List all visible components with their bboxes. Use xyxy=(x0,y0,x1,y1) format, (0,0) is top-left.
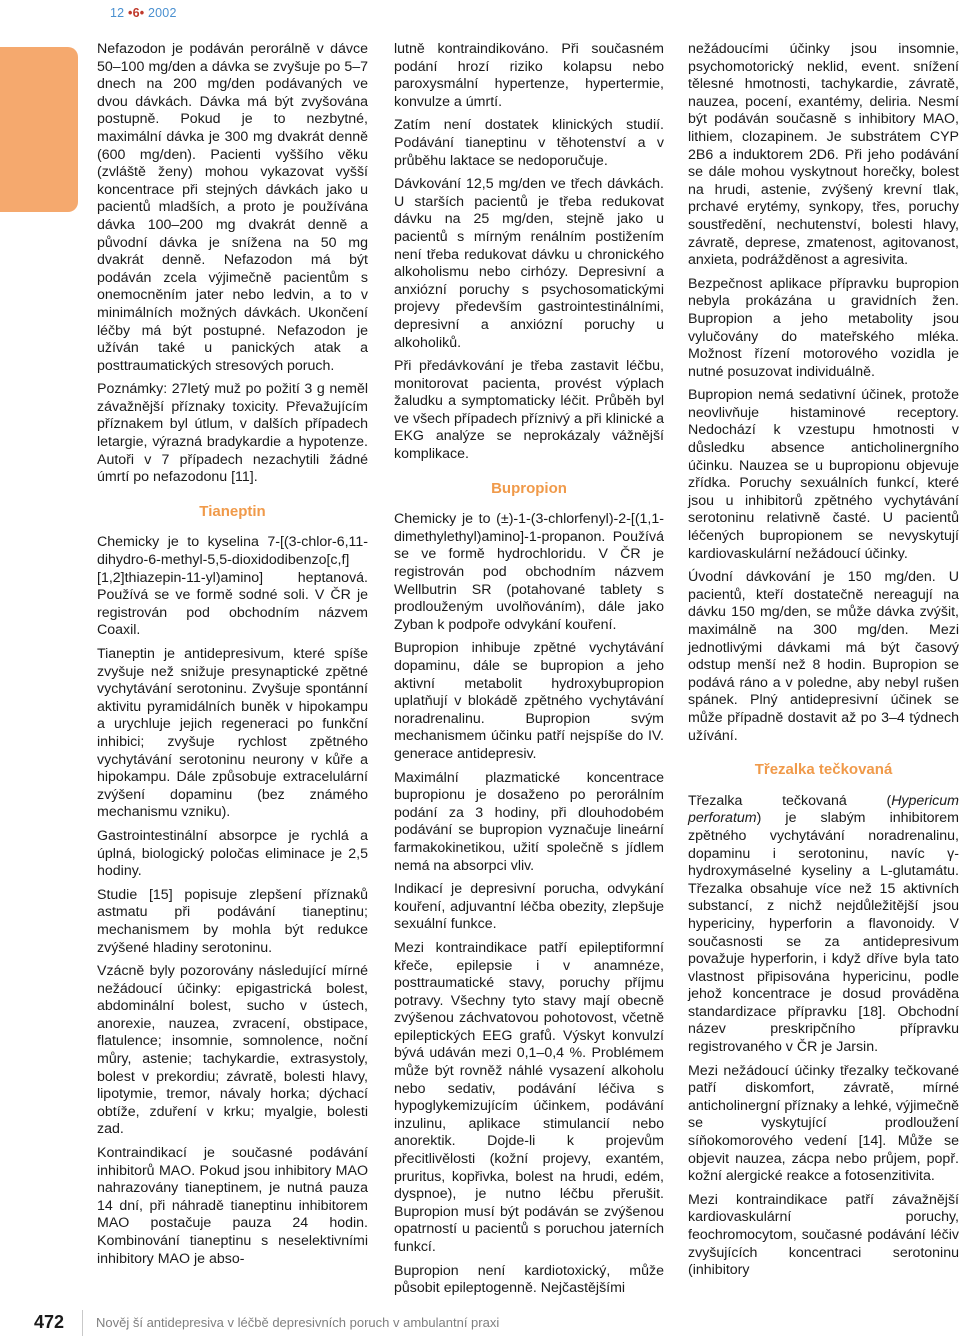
issue-dot-icon: • xyxy=(128,6,133,20)
paragraph xyxy=(688,793,959,1057)
paragraph: Vzácně byly pozorovány následující mírné nežádoucí účinky: epigastrická bolest, abdominální bolest, sucho v ústech, anorexie, nauzea, zvracení, obstipace, flatulence; insomnie, somnolence, noční můry, astenie; tachykardie, extrasystoly, bolest v prekordiu; závratě, bolesti hlavy, lipotymie, tremor, návaly horka; dýchací obtíže, zduření v krku; myalgie, bolesti zad. xyxy=(97,963,368,1138)
paragraph: Tianeptin je antidepresivum, které spíše zvyšuje než snižuje presynaptické zpětné vychytávání serotoninu. Zvyšuje spontánní aktivitu pyramidálních buněk v hipokampu a urychluje jejich regeneraci po funkční inhibici; zvyšuje rychlost zpětného vychytávání serotoninu neurony v kůře a hipokampu. Dále způsobuje extracelulární zvýšení dopaminu (bez známého mechanismu vzniku). xyxy=(97,646,368,821)
text-run: Třezalka tečkovaná ( xyxy=(688,792,892,809)
paragraph: Studie [15] popisuje zlepšení příznaků astmatu při podávání tianeptinu; mechanismem by mohla být redukce zvýšené hladiny serotoninu. xyxy=(97,886,368,956)
paragraph: Zatím není dostatek klinických studií. Podávání tianeptinu v těhotenství a v průběhu laktace se nedoporučuje. xyxy=(394,117,664,169)
page-number: 472 xyxy=(34,1312,65,1332)
paragraph: Poznámky: 27letý muž po požití 3 g neměl závažnější příznaky toxicity. Převažujícím příznakem byl útlum, v dalších případech letargie, výrazná bradykardie a hypotenze. Autoři v 7 případech nezachytili žádné úmrtí po nefazodonu [11]. xyxy=(97,381,368,486)
paragraph: Indikací je depresivní porucha, odvykání kouření, adjuvantní léčba obezity, zlepšuje sexuální funkce. xyxy=(394,881,664,933)
paragraph: Bupropion inhibuje zpětné vychytávání dopaminu, dále se bupropion a jeho aktivní metabolit hydroxybupropion uplatňují v blokádě zpětného vychytávání noradrenalinu. Bupropion svým mechanismem účinku patří nejspíše do IV. generace antidepresiv. xyxy=(394,640,664,762)
column-3 xyxy=(688,41,959,1286)
column-2 xyxy=(394,41,664,1304)
paragraph: lutně kontraindikováno. Při současném podání hrozí riziko kolapsu nebo paroxysmální hypertenze, hypertermie, konvulze a úmrtí. xyxy=(394,41,664,110)
column-1 xyxy=(97,41,368,1274)
paragraph: Bezpečnost aplikace přípravku bupropion nebyla prokázána u gravidních žen. Bupropion a jeho metabolity jsou vylučovány do mateřského mléka. Možnost řízení motorového vozidla je nutné posuzovat individuálně. xyxy=(688,275,959,380)
paragraph: Úvodní dávkování je 150 mg/den. U pacientů, kteří dostatečně nereagují na dávku 150 mg/den, se může dávka zvýšit, maximálně na 300 mg/den. Mezi jednotlivými dávkami má být časový odstup menší než 8 hodin. Bupropion se podává ráno a v poledne, aby nebyl rušen spánek. Plný antidepresivní účinek se může případně dostavit až po 3–4 týdnech užívání. xyxy=(688,569,959,744)
text-run: ) je slabým inhibitorem zpětného vychytávání noradrenalinu, dopaminu i serotoninu, navíc γ-hydroxymáselné kyseliny a L-glutamátu. Třezalka obsahuje více než 15 aktivních substancí, z nichž nejdůležitější jsou hypericiny, hyperforin a flavonoidy. V současnosti se za antidepresivum považuje hyperforin, i když dříve byla tato vlastnost připisována hypericinu, podle jehož koncentrace je dosud prováděna standardizace přípravku [18]. Obchodní název preskripčního přípravku registrovaného v ČR je Jarsin. xyxy=(688,810,959,1056)
section-heading-bupropion: Bupropion xyxy=(491,479,567,497)
issue-date xyxy=(110,6,177,20)
issue-dot-icon: • xyxy=(139,6,145,20)
issue-year: 2002 xyxy=(148,6,177,20)
section-heading-trezalka: Třezalka tečkovaná xyxy=(754,761,893,779)
page-footer xyxy=(0,1309,960,1340)
section-heading-tianeptin: Tianeptin xyxy=(199,502,266,520)
paragraph: Mezi nežádoucí účinky třezalky tečkované patří diskomfort, závratě, mírné anticholinergní příznaky a lehké, výjimečně se vyskytující prodloužení síňokomorového vedení [14]. Může se objevit nauzea, zácpa nebo průjem, popř. kožní alergické reakce a fotosenzitivita. xyxy=(688,1062,959,1185)
paragraph: Gastrointestinální absorpce je rychlá a úplná, biologický poločas eliminace je 2,5 hodiny. xyxy=(97,827,368,880)
paragraph: Bupropion není kardiotoxický, může působit epileptogenně. Nejčastějšími xyxy=(394,1262,664,1297)
paragraph: Mezi kontraindikace patří epileptiformní křeče, epilepsie i v anamnéze, posttraumatické stavy, poruchy příjmu potravy. Všechny tyto stavy mají obecně zvýšenou záchvatovou pohotovost, včetně epileptických EEG grafů. Výskyt konvulzí bývá udáván mezi 0,1–0,4 %. Problémem může být rovněž náhlé vysazení alkoholu nebo sedativ, podávání léčiva s hypoglykemizujícím účinkem, podávání inzulinu, aplikace stimulancií nebo anorektik. Dojde-li k projevům přecitlivělosti (kožní projevy, exantém, pruritus, kopřivka, bolest na hrudi, edém, dyspnoe), je nutno léčbu přerušit. Bupropion musí být podáván se zvýšenou opatrností u pacientů s poruchou jaterních funkcí. xyxy=(394,939,664,1255)
issue-month: 6 xyxy=(132,6,140,20)
paragraph: Chemicky je to (±)-1-(3-chlorfenyl)-2-[(1,1-dimethylethyl)amino]-1-propanon. Používá se ve formě hydrochloridu. V ČR je registrován pod obchodním názvem Wellbutrin SR (potahované tablety s prodlouženým uvolňováním), dále jako Zyban k podpoře odvykání kouření. xyxy=(394,511,664,633)
paragraph: Nefazodon je podáván perorálně v dávce 50–100 mg/den a dávka se zvyšuje po 5–7 dnech na 200 mg/den podávaných ve dvou dávkách. Dávka má být zvyšována postupně. Pokud je to nezbytné, maximální dávka je 300 mg dvakrát denně (600 mg/den). Pacienti vyššího věku (zvláště ženy) mohou vykazovat vyšší koncentrace při stejných dávkách jako u pacientů mladších, a proto je používána dávka 100–200 mg dvakrát denně a původní dávka je snížena na 50 mg dvakrát denně. Nefazodon má být podáván zcela výjimečně pacientům s onemocněním jater nebo ledvin, a to v minimálních možných dávkách. Ukončení léčby má být postupné. Nefazodon je užíván také u panických atak a posttraumatických stresových poruch. xyxy=(97,41,368,374)
paragraph: Kontraindikací je současné podávání inhibitorů MAO. Pokud jsou inhibitory MAO nahrazovány tianeptinem, je nutná pauza 14 dní, při náhradě tianeptinu inhibitorem MAO postačuje pauza 24 hodin. Kombinování tianeptinu s neselektivními inhibitory MAO je abso- xyxy=(97,1145,368,1267)
issue-day: 12 xyxy=(110,6,125,20)
chapter-tab xyxy=(0,47,78,212)
latin-name: Hypericum perforatum xyxy=(688,792,959,827)
paragraph: Při předávkování je třeba zastavit léčbu, monitorovat pacienta, provést výplach žaludku a symptomaticky léčit. Průběh byl ve všech případech příznivý a při klinické a EKG analýze se neprokázaly vážnější komplikace. xyxy=(394,358,664,463)
paragraph: Mezi kontraindikace patří závažnější kardiovaskulární poruchy, feochromocytom, současné podávání léčiv zvyšujících koncentraci serotoninu (inhibitory xyxy=(688,1191,959,1279)
running-title: Nověj ší antidepresiva v léčbě depresivních poruch v ambulantní praxi xyxy=(96,1315,500,1330)
paragraph: Dávkování 12,5 mg/den ve třech dávkách. U starších pacientů je třeba redukovat dávku na 25 mg/den, stejně jako u pacientů s mírným renálním postižením není třeba redukovat dávku u chronického alkoholismu nebo cirhózy. Depresivní a anxiózní poruchy s psychosomatickými projevy především gastrointestinálními, depresivní a anxiózní poruchy u alkoholiků. xyxy=(394,176,664,351)
paragraph: Chemicky je to kyselina 7-[(3-chlor-6,11-dihydro-6-methyl-5,5-dioxidodibenzo[c,f][1,2]thiazepin-11-yl)amino] heptanová. Používá se ve formě sodné soli. V ČR je registrován pod obchodním názvem Coaxil. xyxy=(97,534,368,639)
paragraph: Bupropion nemá sedativní účinek, protože neovlivňuje histaminové receptory. Nedochází k vzestupu hmotnosti v důsledku absence anticholinergního účinku. Nauzea se u bupropionu objevuje zřídka. Poruchy sexuálních funkcí, které jsou u inhibitorů zpětného vychytávání serotoninu relativně časté. U pacientů léčených bupropionem se nevyskytují kardiovaskulární nežádoucí účinky. xyxy=(688,387,959,562)
footer-divider xyxy=(82,1310,83,1336)
paragraph: nežádoucími účinky jsou insomnie, psychomotorický neklid, event. snížení tělesné hmotnosti, tachykardie, závratě, nauzea, pocení, exantémy, deliria. Nesmí být podáván současně s inhibitory MAO, lithiem, clozapinem. Je substrátem CYP 2B6 a induktorem 2D6. Při jeho podávání se dále mohou vyskytnout horečky, bolest na hrudi, astenie, zvýšený krevní tlak, prchavé erytémy, synkopy, třes, poruchy soustředění, nechutenství, bolesti hlavy, závratě, deprese, zmatenost, agitovanost, anxieta, podrážděnost a agresivita. xyxy=(688,41,959,269)
paragraph: Maximální plazmatické koncentrace bupropionu je dosaženo po perorálním podání za 3 hodiny, při dlouhodobém podávání se bupropion vyznačuje lineární farmakokinetikou, užití společně s jídlem nemá na absorpci vliv. xyxy=(394,769,664,874)
